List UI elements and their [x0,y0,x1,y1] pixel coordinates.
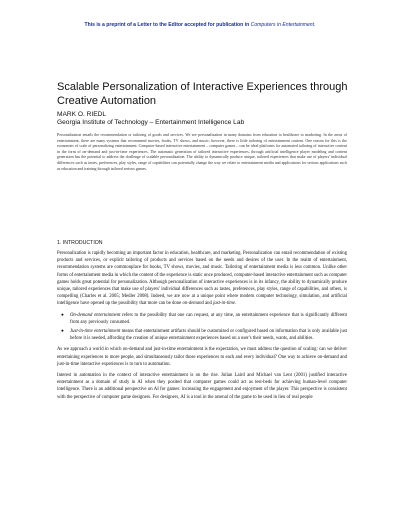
preprint-notice [0,22,400,28]
paper-title: Scalable Personalization of Interactive Experiences through Creative Automation [57,81,348,107]
emphasis: Just-in-time entertainment [70,329,121,335]
list-item [61,328,347,342]
paragraph: Interest in automation in the context of interactive entertainment is on the rise. Julian Laird and Michael van Lent (2001) justified interactive entertainment as a domain of study in AI when they posited that computer games could act as test-beds for achieving human-level computer intelligence. There is an additional perspective on AI for games: increasing the engagement and enjoyment of the player. This perspective is consistent with the perspective of computer game designers. For designers, AI is a tool in the arsenal of the game to be used in lieu of real people [57,373,347,400]
list-item-text: means that entertainment artifacts should be customized or configured based on information that is only available just before it is needed, affording the creation of unique entertainment experiences based on a user's their needs, wants, and abilities. [70,329,347,342]
emphasis: just-in-time [213,301,235,307]
list-item [61,312,347,326]
bullet-list [57,312,347,343]
list-item-text: refers to the possibility that one can request, at any time, an entertainment experience that is significantly different from any previously consumed. [70,312,347,325]
emphasis: on-demand [182,301,204,307]
preprint-prefix: This is a preprint of a Letter to the Editor accepted for publication in [84,22,251,28]
author-name: MARK O. RIEDL [57,111,107,118]
paragraph [57,250,347,308]
author-affiliation: Georgia Institute of Technology – Entertainment Intelligence Lab [57,119,245,127]
section-heading: 1. INTRODUCTION [57,240,103,246]
paragraph-text: and [203,301,214,307]
paragraph: As we approach a world in which on-demand and just-in-time entertainment is the expectation, we must address the question of scaling: can we deliver entertaining experiences to more people, and simultaneously tailor those experiences to each and every individual? One way to achieve on-demand and just-in-time interactive experiences is to turn to automation. [57,347,347,367]
emphasis: On-demand entertainment [70,312,121,318]
bullet-icon: ● [61,329,64,335]
section-body [57,250,347,405]
journal-name: Computers in Entertainment. [250,22,316,28]
author-block [57,111,357,127]
paragraph-text: Personalization is rapidly becoming an important factor in education, healthcare, and marketing. Personalization can entail recommendation of existing products and services, or explicit tailoring of products and services based on the needs and desires of the user. In the realm of entertainment, recommendation systems are commonplace for books, TV shows, movies, and music. Tailoring of entertainment media is less common. Unlike other forms of entertainment media in which the content of the experience is static once produced, computer-based interactive entertainment such as computer games holds great potential for personalization. Although personalization of interactive experiences is in its infancy, the ability to dynamically produce unique, tailored experiences that make use of players' individual differences such as tastes, preferences, play styles, range of capabilities, and others, is compelling (Charles et al. 2005; Medler 2008). Indeed, we are now at a unique point where modern computer technology, simulation, and artificial intelligence have opened up the possibility that more can be done [57,251,347,307]
bullet-icon: ● [61,312,64,318]
abstract: Personalization entails the recommendation or tailoring of goods and services. We see personalization in many domains from education to healthcare to marketing. In the areas of entertainment, there are many systems that recommend movies, books, TV shows, and music; however, there is little tailoring of entertainment content. One reason for this is the economies of scale of personalizing entertainment. Computer-based interactive entertainment – computer games – can be ideal platforms for automated tailoring of interactive content in the form of on-demand and just-in-time experiences. The automatic generation of tailored interactive experiences, through artificial intelligence player modeling and content generation has the potential to address the challenge of scalable personalization. The ability to dynamically produce unique, tailored experiences that make use of players' individual differences such as tastes, preferences, play styles, range of capabilities can potentially change the way we relate to entertainment media and applications for serious applications such as education and training through tailored serious games. [57,132,347,171]
paragraph-text: . [234,301,237,307]
